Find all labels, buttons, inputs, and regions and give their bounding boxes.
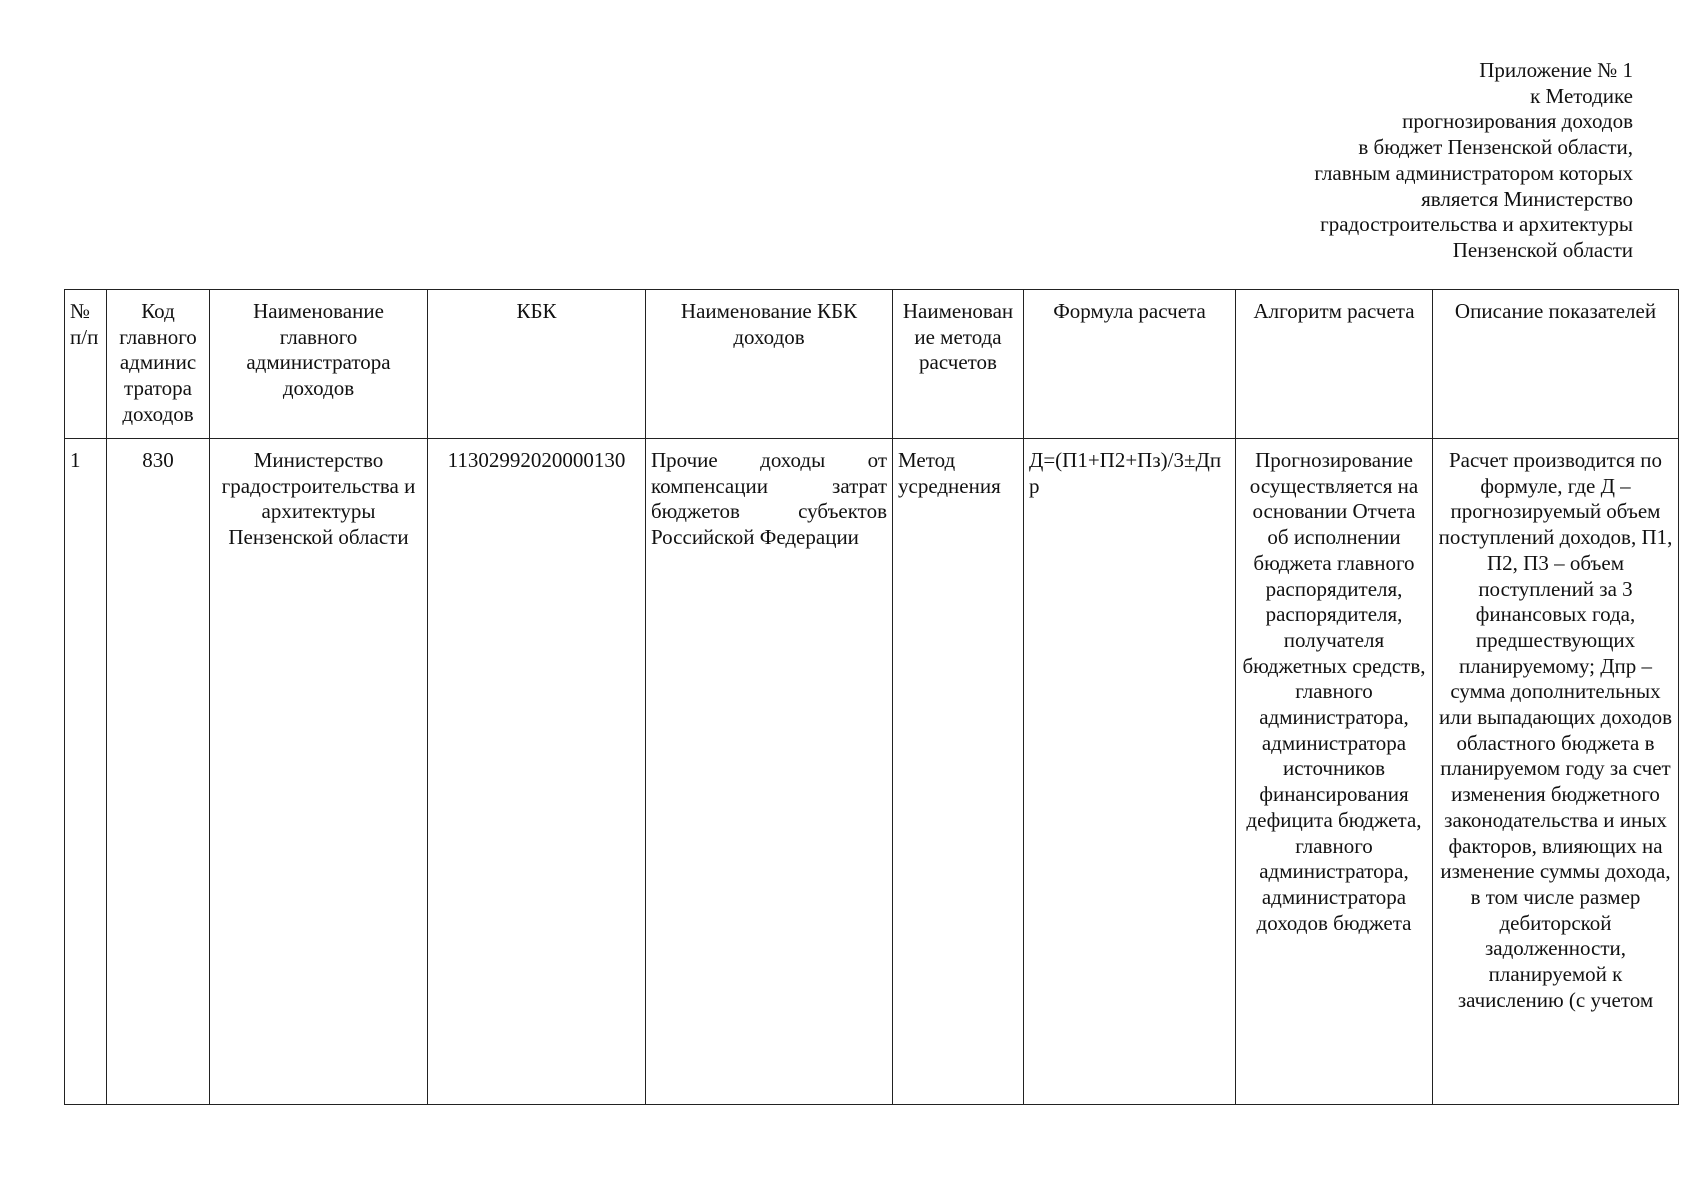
header-cell-description: Описание показателей: [1433, 290, 1679, 439]
appendix-line: градостроительства и архитектуры: [1320, 212, 1633, 237]
header-cell-kbk: КБК: [428, 290, 646, 439]
cell-admin-name: Министерство градостроительства и архитектуры Пензенской области: [210, 439, 428, 1105]
table-row: [65, 439, 1679, 1105]
header-cell-kbk-name: Наименование КБК доходов: [646, 290, 893, 439]
cell-description: Расчет производится по формуле, где Д – прогнозируемый объем поступлений доходов, П1, П2, П3 – объем поступлений за 3 финансовых года, предшествующих планируемому; Дпр – сумма дополнительных или выпадающих доходов областного бюджета в планируемом году за счет изменения бюджетного законодательства и иных факторов, влияющих на изменение суммы дохода, в том числе размер дебиторской задолженности, планируемой к зачислению (с учетом: [1433, 439, 1679, 1105]
header-cell-algorithm: Алгоритм расчета: [1236, 290, 1433, 439]
cell-number: 1: [65, 439, 107, 1105]
header-cell-method: Наименован ие метода расчетов: [893, 290, 1024, 439]
appendix-line: главным администратором которых: [1314, 160, 1633, 185]
appendix-line: к Методике: [1530, 83, 1633, 108]
appendix-line: Пензенской области: [1452, 237, 1633, 262]
header-cell-number: № п/п: [65, 290, 107, 439]
cell-kbk: 11302992020000130: [428, 439, 646, 1105]
cell-method: Метод усреднения: [893, 439, 1024, 1105]
appendix-line: в бюджет Пензенской области,: [1358, 135, 1633, 160]
cell-kbk-name: Прочие доходы от компенсации затрат бюджетов субъектов Российской Федерации: [646, 439, 893, 1105]
header-cell-admin-name: Наименование главного администратора доходов: [210, 290, 428, 439]
header-cell-formula: Формула расчета: [1024, 290, 1236, 439]
appendix-line: Приложение № 1: [1479, 58, 1633, 82]
cell-algorithm: Прогнозирование осуществляется на основании Отчета об исполнении бюджета главного распорядителя, распорядителя, получателя бюджетных средств, главного администратора, администратора источников финансирования дефицита бюджета, главного администратора, администратора доходов бюджета: [1236, 439, 1433, 1105]
appendix-header: [1314, 58, 1633, 264]
appendix-line: является Министерство: [1421, 186, 1633, 211]
cell-admin-code: 830: [107, 439, 210, 1105]
table-header-row: [65, 290, 1679, 439]
cell-formula: Д=(П1+П2+Пз)/3±Дпр: [1024, 439, 1236, 1105]
header-cell-admin-code: Код главного админис тратора доходов: [107, 290, 210, 439]
methodology-table: [64, 289, 1679, 1105]
appendix-line: прогнозирования доходов: [1402, 109, 1633, 134]
